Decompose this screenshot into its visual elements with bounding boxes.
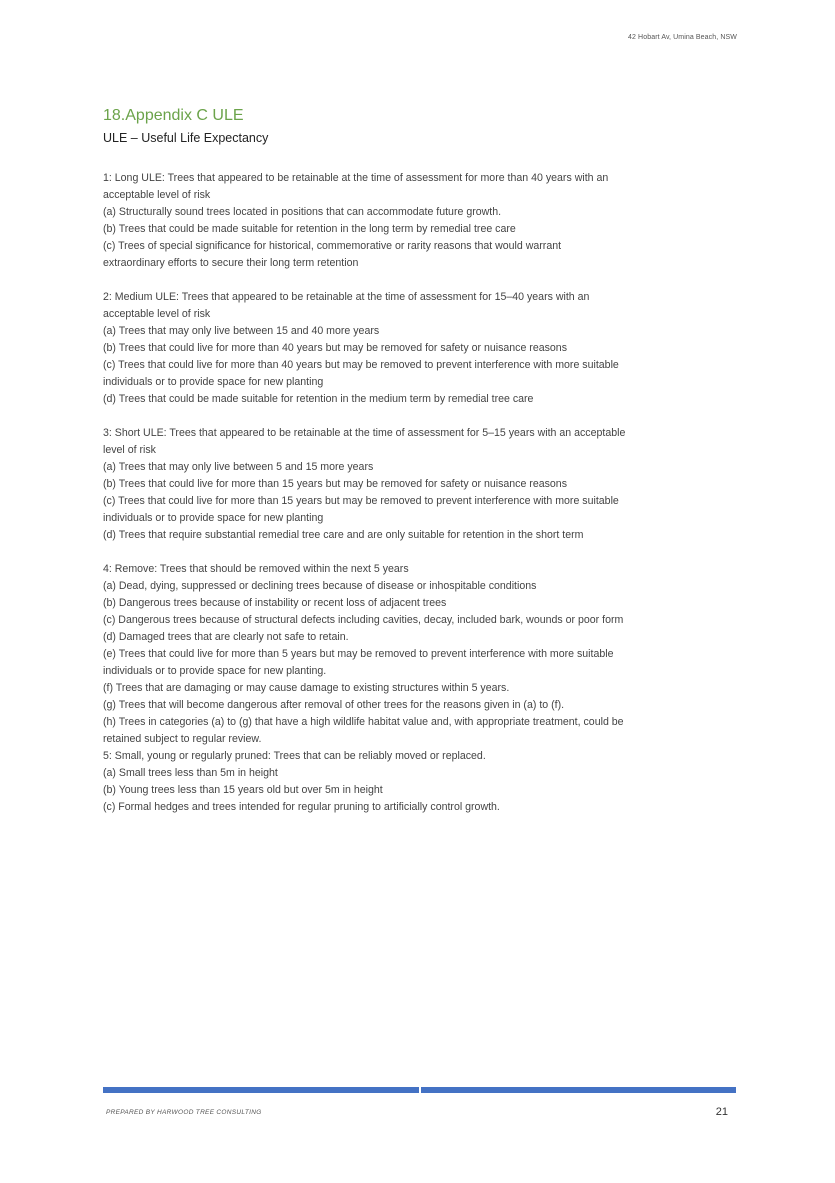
text-line: individuals or to provide space for new planting. — [103, 665, 327, 677]
text-line: (a) Small trees less than 5m in height — [103, 767, 278, 779]
appendix-subheading: ULE – Useful Life Expectancy — [103, 131, 269, 145]
text-line: (c) Trees that could live for more than 40 years but may be removed to prevent interference with more suitable — [103, 359, 619, 371]
text-line: individuals or to provide space for new planting — [103, 512, 324, 524]
text-line: 1: Long ULE: Trees that appeared to be retainable at the time of assessment for more than 40 years with an — [103, 172, 609, 184]
text-line: (b) Dangerous trees because of instability or recent loss of adjacent trees — [103, 597, 447, 609]
text-line: 4: Remove: Trees that should be removed within the next 5 years — [103, 563, 409, 575]
text-line: individuals or to provide space for new planting — [103, 376, 324, 388]
text-line: (b) Trees that could live for more than 40 years but may be removed for safety or nuisance reasons — [103, 342, 567, 354]
text-line: (f) Trees that are damaging or may cause damage to existing structures within 5 years. — [103, 682, 510, 694]
page-number: 21 — [715, 1106, 728, 1118]
text-line: extraordinary efforts to secure their long term retention — [103, 257, 359, 269]
footer-divider-bar — [103, 1087, 736, 1093]
text-line: (g) Trees that will become dangerous after removal of other trees for the reasons given in (a) to (f). — [103, 699, 565, 711]
text-line: (a) Trees that may only live between 15 and 40 more years — [103, 325, 380, 337]
header-address: 42 Hobart Av, Umina Beach, NSW — [628, 34, 737, 41]
text-line: (a) Trees that may only live between 5 and 15 more years — [103, 461, 374, 473]
text-line: acceptable level of risk — [103, 308, 211, 320]
text-line: (d) Trees that require substantial remedial tree care and are only suitable for retention in the short term — [103, 529, 584, 541]
text-line: (b) Trees that could be made suitable for retention in the long term by remedial tree care — [103, 223, 516, 235]
text-line: 2: Medium ULE: Trees that appeared to be retainable at the time of assessment for 15–40 years with an — [103, 291, 590, 303]
text-line: (a) Dead, dying, suppressed or declining trees because of disease or inhospitable conditions — [103, 580, 537, 592]
text-line: acceptable level of risk — [103, 189, 211, 201]
document-body — [103, 170, 735, 816]
text-line: (c) Trees of special significance for historical, commemorative or rarity reasons that would warrant — [103, 240, 562, 252]
text-line: (d) Trees that could be made suitable for retention in the medium term by remedial tree care — [103, 393, 534, 405]
text-line: (c) Formal hedges and trees intended for regular pruning to artificially control growth. — [103, 801, 500, 813]
ule-section — [103, 425, 735, 544]
text-line: (a) Structurally sound trees located in positions that can accommodate future growth. — [103, 206, 502, 218]
text-line: (h) Trees in categories (a) to (g) that have a high wildlife habitat value and, with appropriate treatment, could be — [103, 716, 624, 728]
text-line: (e) Trees that could live for more than 5 years but may be removed to prevent interference with more suitable — [103, 648, 614, 660]
text-line: level of risk — [103, 444, 156, 456]
ule-section — [103, 561, 735, 816]
text-line: (c) Trees that could live for more than 15 years but may be removed to prevent interference with more suitable — [103, 495, 619, 507]
ule-section — [103, 170, 735, 272]
text-line: retained subject to regular review. — [103, 733, 262, 745]
text-line: 5: Small, young or regularly pruned: Trees that can be reliably moved or replaced. — [103, 750, 486, 762]
text-line: (c) Dangerous trees because of structural defects including cavities, decay, included bark, wounds or poor form — [103, 614, 624, 626]
appendix-heading: 18.Appendix C ULE — [103, 107, 244, 124]
text-line: 3: Short ULE: Trees that appeared to be retainable at the time of assessment for 5–15 years with an acceptable — [103, 427, 626, 439]
text-line: (b) Trees that could live for more than 15 years but may be removed for safety or nuisance reasons — [103, 478, 567, 490]
footer-bar-gap — [419, 1087, 421, 1093]
text-line: (d) Damaged trees that are clearly not safe to retain. — [103, 631, 349, 643]
footer-prepared-by: PREPARED BY HARWOOD TREE CONSULTING — [106, 1109, 262, 1116]
text-line: (b) Young trees less than 15 years old but over 5m in height — [103, 784, 383, 796]
ule-section — [103, 289, 735, 408]
